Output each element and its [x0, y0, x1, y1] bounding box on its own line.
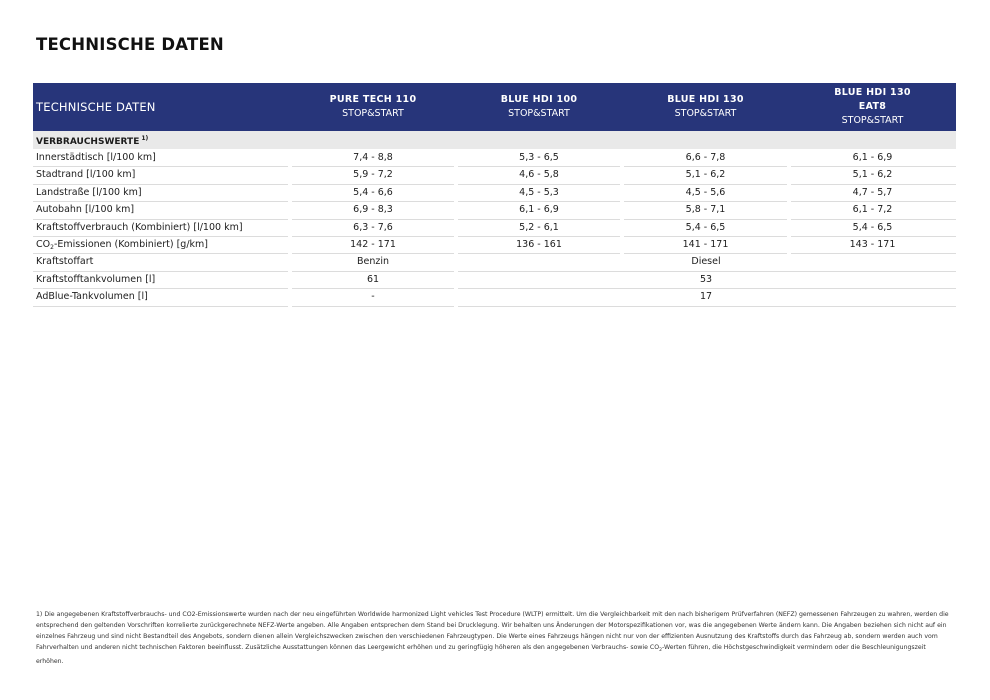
cell-value: 6,6 - 7,8: [685, 152, 726, 163]
row-label: AdBlue-Tankvolumen [l]: [36, 291, 148, 303]
table-header: [33, 83, 956, 131]
row-label: Kraftstoffart: [36, 256, 94, 268]
column-variant: STOP&START: [508, 108, 570, 119]
row-label: Innerstädtisch [l/100 km]: [36, 152, 156, 163]
cell-value: 6,9 - 8,3: [353, 204, 393, 216]
table-row: [33, 289, 956, 306]
column-model: BLUE HDI 130: [667, 94, 744, 105]
cell-value: 7,4 - 8,8: [353, 152, 393, 163]
row-label: Kraftstofftankvolumen [l]: [36, 273, 156, 285]
footnote: 1) Die angegebenen Kraftstoffverbrauchs- und CO2-Emissionswerte wurden nach der neu eingeführten Worldwide harmonized Light vehicles Test Procedure (WLTP) ermittelt. Um die Vergleichbarkeit mit den nach bisherigem Prüfverfahren (NEFZ) gemessenen Fahrzeugen zu wahren, werden die entsprechend den geltenden Vorschriften korrelierte zurückgerechnete NEFZ-Werte angeben. Alle Angaben entsprechen dem Stand bei Drucklegung. Wir behalten uns Änderungen der Motorspezifikationen vor, was die angegebenen Werte ändern kann. Die Angaben beziehen sich nicht auf ein einzelnes Fahrzeug und sind nicht Bestandteil des Angebots, sondern dienen allein Vergleichszwecken zwischen den verschiedenen Fahrzeugtypen. Die Werte eines Fahrzeugs hängen nicht nur von der effizienten Ausnutzung des Kraftstoffs durch das Fahrzeug ab, sondern werden auch vom Fahrverhalten und anderen nicht technischen Faktoren beeinflusst. Zusätzliche Ausstattungen können das Leergewicht erhöhen und zu geringfügig höheren als den angegebenen Verbrauchs- sowie $CO_2$-Werten führen, die Höchstgeschwindigkeit vermindern oder die Beschleunigungszeit erhöhen.: [36, 611, 949, 666]
cell-value: 61: [366, 273, 380, 285]
row-divider: [292, 306, 454, 307]
row-label: Autobahn [l/100 km]: [36, 204, 135, 216]
cell-value: 5,4 - 6,6: [353, 186, 393, 198]
cell-value: 4,5 - 5,6: [685, 186, 726, 198]
cell-value: 4,7 - 5,7: [852, 186, 893, 198]
table-row: [33, 167, 956, 184]
column-model-line2: EAT8: [858, 101, 887, 112]
table-row: [33, 272, 956, 289]
column-header-blue-hdi-130-eat8: [789, 83, 956, 131]
cell-value-merged: 17: [699, 291, 713, 303]
table-row: [33, 254, 956, 271]
cell-value: 5,8 - 7,1: [685, 204, 726, 216]
cell-value: 4,5 - 5,3: [519, 186, 559, 198]
cell-value: 6,1 - 6,9: [519, 204, 559, 216]
column-header-blue-hdi-130: [622, 83, 789, 131]
cell-value: 5,4 - 6,5: [852, 221, 893, 233]
table-row: [33, 237, 956, 254]
cell-value: Benzin: [356, 256, 390, 268]
row-label: Kraftstoffverbrauch (Kombiniert) [l/100 km]: [36, 221, 243, 233]
cell-value-merged: Diesel: [691, 256, 721, 268]
page-title: TECHNISCHE DATEN: [36, 35, 224, 54]
column-model: BLUE HDI 130: [834, 87, 911, 98]
table-row: [33, 202, 956, 219]
row-divider: [33, 306, 288, 307]
row-label: $CO_2$-Emissionen (Kombiniert) [g/km]: [36, 239, 208, 251]
column-variant: STOP&START: [342, 108, 404, 119]
cell-value: 5,2 - 6,1: [519, 221, 559, 233]
cell-value: 141 - 171: [682, 239, 729, 250]
cell-value: 6,1 - 7,2: [852, 204, 893, 216]
table-row: [33, 220, 956, 237]
cell-value-merged: 53: [699, 273, 713, 285]
cell-value: 5,4 - 6,5: [685, 221, 726, 233]
row-label: Landstraße [l/100 km]: [36, 186, 142, 198]
column-header-pure-tech-110: [290, 83, 456, 131]
section-label: VERBRAUCHSWERTE: [36, 137, 140, 147]
cell-value: 143 - 171: [849, 239, 896, 250]
table-row: [33, 150, 956, 167]
cell-value: 142 - 171: [350, 239, 396, 250]
cell-value: -: [371, 291, 375, 303]
cell-value: 6,1 - 6,9: [852, 152, 893, 163]
cell-value: 5,1 - 6,2: [685, 169, 726, 181]
section-verbrauchswerte: [33, 131, 956, 149]
table-header-label: TECHNISCHE DATEN: [36, 100, 156, 114]
row-label: Stadtrand [l/100 km]: [36, 169, 136, 181]
cell-value: 5,1 - 6,2: [852, 169, 893, 181]
cell-value: 5,3 - 6,5: [519, 152, 559, 163]
column-variant: STOP&START: [674, 108, 737, 119]
column-header-blue-hdi-100: [456, 83, 622, 131]
cell-value: 4,6 - 5,8: [519, 169, 559, 181]
column-model: BLUE HDI 100: [500, 94, 578, 105]
column-variant: STOP&START: [841, 115, 904, 126]
cell-value: 136 - 161: [516, 239, 562, 250]
cell-value: 5,9 - 7,2: [353, 169, 393, 181]
cell-value: 6,3 - 7,6: [353, 221, 393, 233]
footnote-ref: 1): [141, 135, 149, 142]
row-divider: [458, 306, 956, 307]
table-row: [33, 185, 956, 202]
column-model: PURE TECH 110: [329, 94, 417, 105]
